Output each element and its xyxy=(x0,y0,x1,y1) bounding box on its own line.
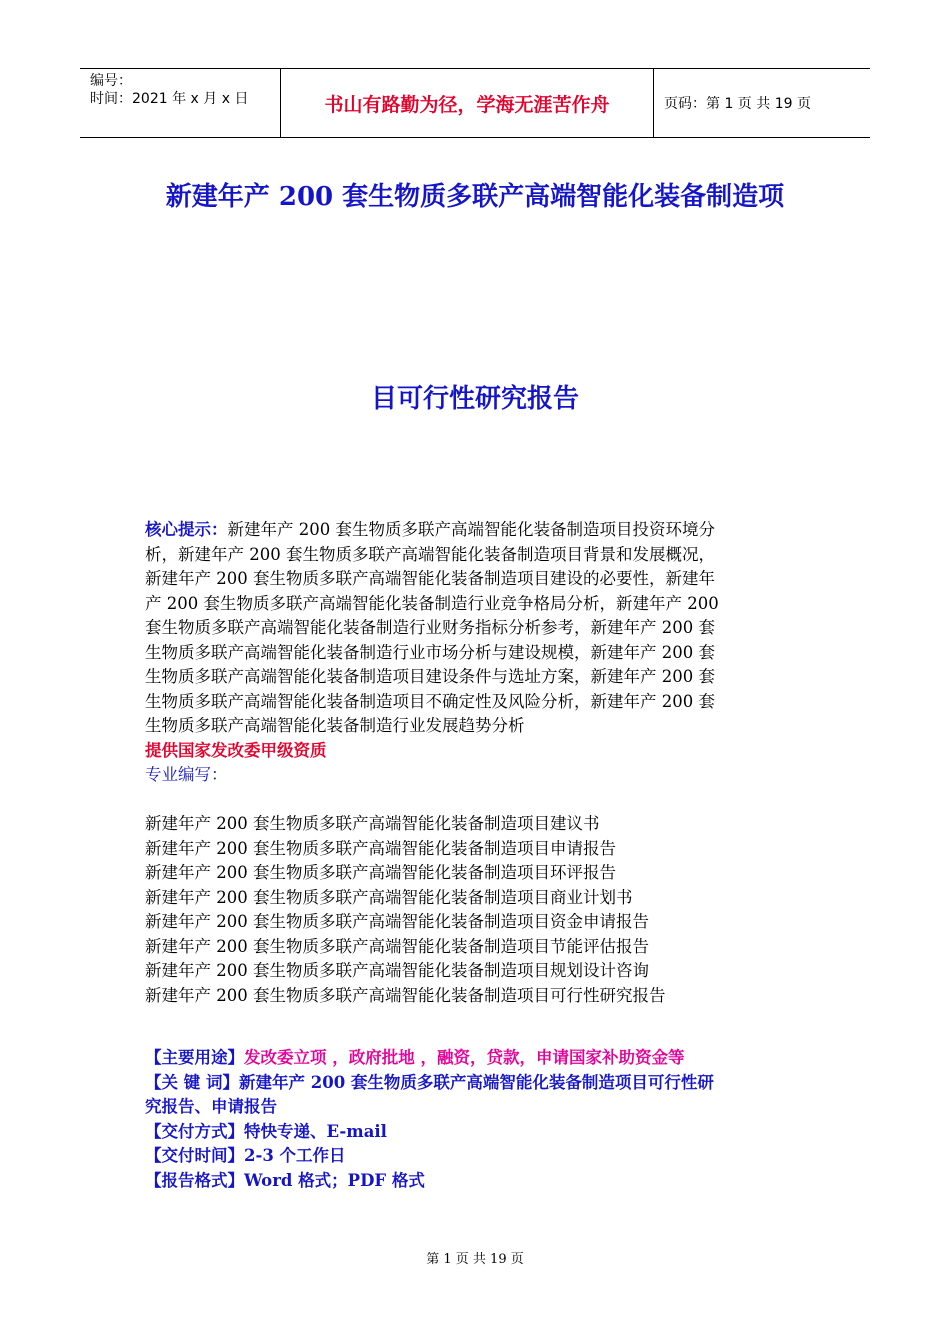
editing-label: 专业编写： xyxy=(145,765,228,784)
document-header xyxy=(80,68,870,138)
usage-label: 【主要用途】 xyxy=(145,1048,244,1067)
summary-text: 新建年产 200 套生物质多联产高端智能化装备制造项目投资环境分 xyxy=(227,520,715,539)
summary-label: 核心提示： xyxy=(145,520,228,539)
header-page-label: 页码：第 1 页 共 19 页 xyxy=(664,96,811,112)
header-motto: 书山有路勤为径，学海无涯苦作舟 xyxy=(281,69,654,137)
document-body xyxy=(145,518,795,1193)
summary-line-6: 生物质多联产高端智能化装备制造项目建设条件与选址方案，新建年产 200 套 xyxy=(145,667,715,686)
info-time xyxy=(145,1144,795,1169)
service-item: 新建年产 200 套生物质多联产高端智能化装备制造项目规划设计咨询 xyxy=(145,961,649,980)
summary-line-5: 生物质多联产高端智能化装备制造行业市场分析与建设规模，新建年产 200 套 xyxy=(145,642,715,662)
info-format xyxy=(145,1169,795,1194)
info-keywords xyxy=(145,1071,795,1096)
summary-line-8: 生物质多联产高端智能化装备制造行业发展趋势分析 xyxy=(145,716,525,735)
delivery-value: 特快专递、E-mail xyxy=(244,1121,387,1141)
keywords-value: 新建年产 200 套生物质多联产高端智能化装备制造项目可行性研 xyxy=(239,1072,714,1092)
summary-line-2: 新建年产 200 套生物质多联产高端智能化装备制造项目建设的必要性，新建年 xyxy=(145,569,715,588)
format-value: Word 格式；PDF 格式 xyxy=(244,1170,425,1190)
service-item: 新建年产 200 套生物质多联产高端智能化装备制造项目建议书 xyxy=(145,814,600,833)
document-title-line1: 新建年产 200 套生物质多联产高端智能化装备制造项 xyxy=(165,182,785,212)
time-value: 2-3 个工作日 xyxy=(244,1146,346,1165)
summary-line-0 xyxy=(145,518,795,543)
service-item: 新建年产 200 套生物质多联产高端智能化装备制造项目节能评估报告 xyxy=(145,936,649,956)
keywords-value-cont: 究报告、申请报告 xyxy=(145,1097,277,1116)
number-label: 编号： xyxy=(90,73,132,89)
service-item: 新建年产 200 套生物质多联产高端智能化装备制造项目商业计划书 xyxy=(145,887,633,907)
header-meta xyxy=(80,69,281,137)
service-item: 新建年产 200 套生物质多联产高端智能化装备制造项目可行性研究报告 xyxy=(145,985,666,1005)
document-title-line2: 目可行性研究报告 xyxy=(370,384,579,414)
page-footer: 第 1 页 共 19 页 xyxy=(426,1252,524,1267)
qualification-text: 提供国家发改委甲级资质 xyxy=(145,740,327,760)
service-item: 新建年产 200 套生物质多联产高端智能化装备制造项目资金申请报告 xyxy=(145,912,649,931)
delivery-label: 【交付方式】 xyxy=(145,1121,244,1141)
service-item: 新建年产 200 套生物质多联产高端智能化装备制造项目环评报告 xyxy=(145,863,616,882)
summary-line-4: 套生物质多联产高端智能化装备制造行业财务指标分析参考，新建年产 200 套 xyxy=(145,618,715,637)
info-usage xyxy=(145,1046,795,1071)
keywords-label: 【关 键 词】 xyxy=(145,1072,239,1092)
summary-line-3: 产 200 套生物质多联产高端智能化装备制造行业竞争格局分析，新建年产 200 xyxy=(145,593,719,613)
service-item: 新建年产 200 套生物质多联产高端智能化装备制造项目申请报告 xyxy=(145,838,616,858)
summary-line-1: 析，新建年产 200 套生物质多联产高端智能化装备制造项目背景和发展概况， xyxy=(145,544,715,564)
time-label: 【交付时间】 xyxy=(145,1146,244,1165)
format-label: 【报告格式】 xyxy=(145,1170,244,1190)
summary-line-7: 生物质多联产高端智能化装备制造项目不确定性及风险分析，新建年产 200 套 xyxy=(145,691,715,711)
time-label: 时间：2021 年 x 月 x 日 xyxy=(90,91,249,107)
usage-value: 发改委立项 ，政府批地 ，融资，贷款，申请国家补助资金等 xyxy=(244,1048,685,1067)
info-delivery xyxy=(145,1120,795,1145)
